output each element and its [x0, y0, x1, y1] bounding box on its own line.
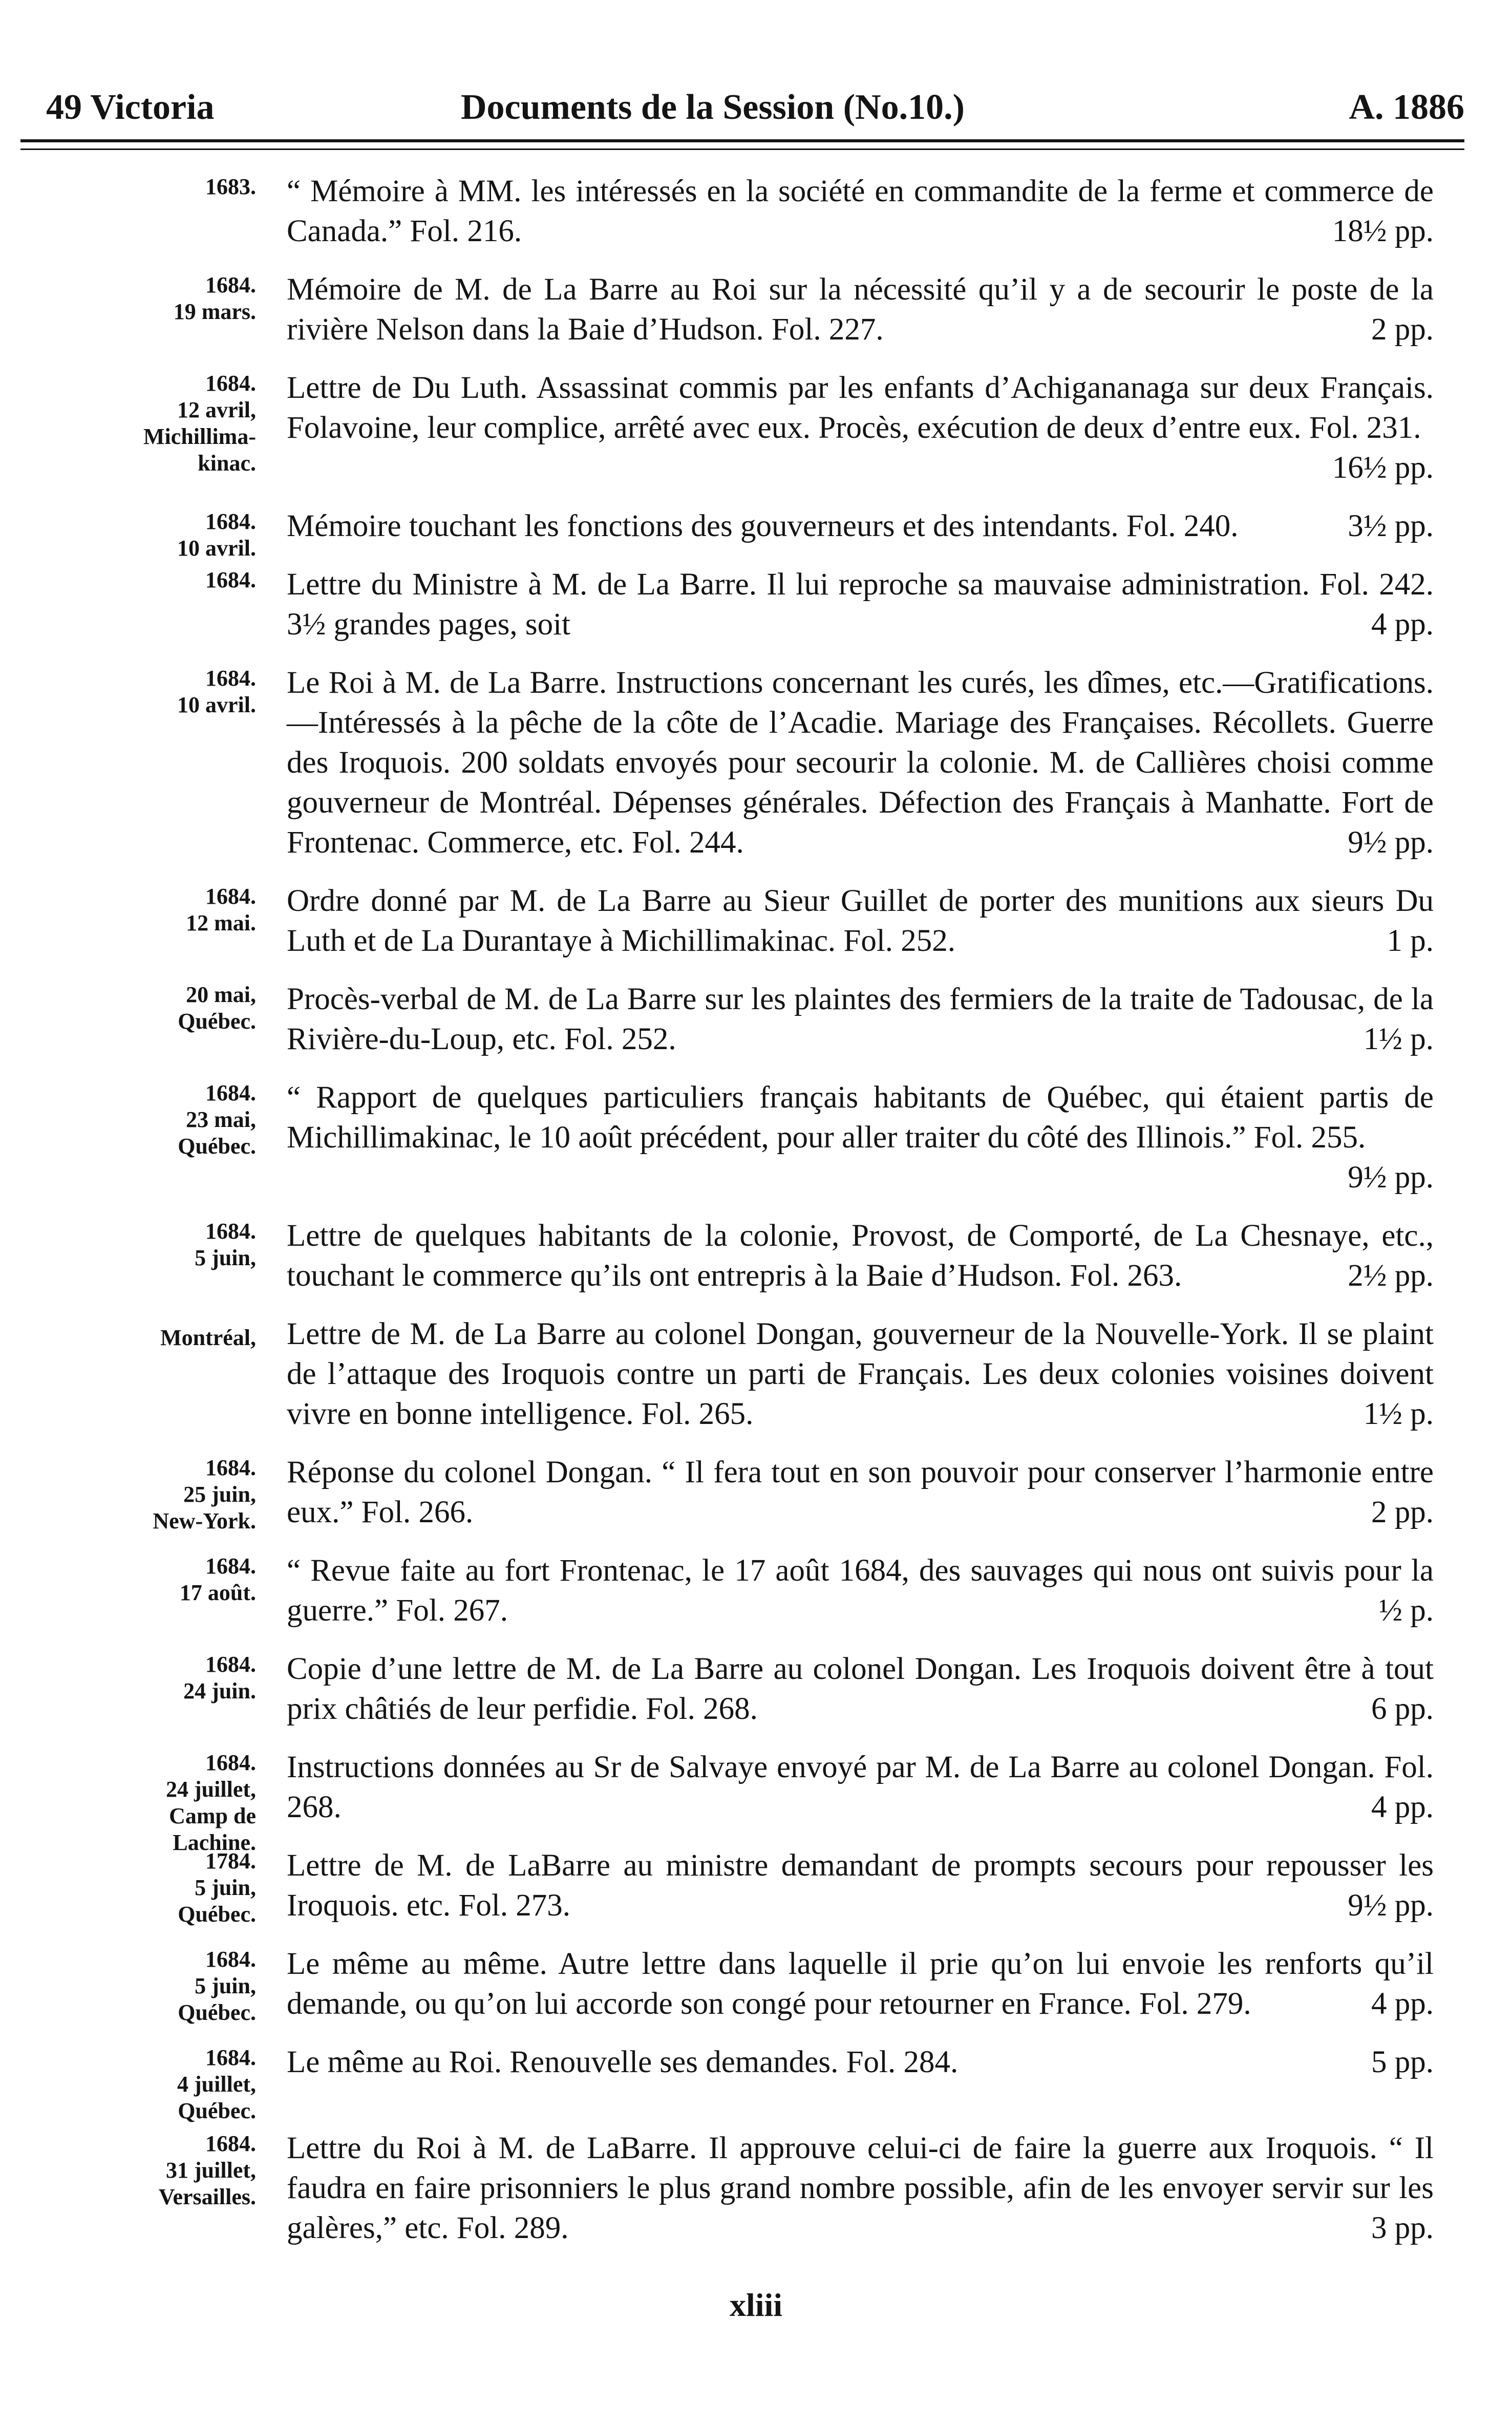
margin-date [31, 174, 256, 200]
margin-line: kinac. [198, 451, 256, 476]
entry-body [287, 270, 1434, 350]
document-entry [31, 1453, 1444, 1532]
margin-line: 12 avril, [177, 397, 256, 422]
margin-line: 19 mars. [173, 299, 256, 324]
entry-body [287, 1551, 1434, 1631]
document-entry [31, 1216, 1444, 1350]
margin-date [31, 272, 256, 325]
margin-line: 12 mai. [186, 910, 256, 935]
margin-line: 1784. [205, 1848, 256, 1873]
entry-text: Lettre de M. de LaBarre au ministre demandant de prompts secours pour repousser les Iroquois. etc. Fol. 273. [287, 1848, 1434, 1923]
entry-pages: 4 pp. [1371, 1987, 1434, 2021]
margin-date [31, 982, 256, 1035]
document-entry [31, 881, 1444, 961]
document-entry [31, 1846, 1444, 1926]
entry-body [287, 1314, 1434, 1434]
document-entry [31, 506, 1444, 561]
entry-text: Mémoire touchant les fonctions des gouverneurs et des intendants. Fol. 240. [287, 509, 1239, 543]
document-entry [31, 1748, 1444, 1855]
margin-date [31, 2131, 256, 2210]
margin-line: 1684. [205, 2131, 256, 2156]
entry-text: Lettre du Ministre à M. de La Barre. Il lui reproche sa mauvaise administration. Fol. 242. 3½ grandes pages, soit [287, 567, 1434, 642]
document-entries [31, 172, 1444, 2267]
entry-text: Le Roi à M. de La Barre. Instructions concernant les curés, les dîmes, etc.—Gratifications.—Intéressés à la pêche de la côte de l’Acadie. Mariage des Françaises. Récollets. Guerre des Iroquois. 200 soldats envoyés pour secourir la colonie. M. de Callières choisi comme gouverneur de Montréal. Dépenses générales. Défection des Français à Manhatte. Fort de Frontenac. Commerce, etc. Fol. 244. [287, 666, 1434, 860]
margin-line: 1684. [205, 567, 256, 592]
running-header [46, 87, 1464, 128]
margin-date [31, 1080, 256, 1160]
header-rule-thick [20, 139, 1464, 142]
entry-text: Le même au même. Autre lettre dans laquelle il prie qu’on lui envoie les renforts qu’il demande, ou qu’on lui accorde son congé pour retourner en France. Fol. 279. [287, 1947, 1434, 2021]
margin-line: Lachine. [173, 1830, 256, 1855]
margin-line: 1684. [205, 2045, 256, 2070]
margin-line: 20 mai, [186, 982, 256, 1007]
entry-text: Lettre de M. de La Barre au colonel Dongan, gouverneur de la Nouvelle-York. Il se plaint de l’attaque des Iroquois contre un parti de Français. Les deux colonies voisines doivent vivre en bonne intelligence. Fol. 265. [287, 1317, 1434, 1431]
margin-date [31, 370, 256, 477]
margin-line: 4 juillet, [177, 2072, 256, 2097]
document-entry [31, 2128, 1444, 2248]
margin-date [31, 665, 256, 718]
entry-pages: 1 p. [1387, 924, 1434, 958]
entry-pages: 16½ pp. [1332, 451, 1434, 485]
entry-text: Procès-verbal de M. de La Barre sur les plaintes des fermiers de la traite de Tadousac, de la Rivière-du-Loup, etc. Fol. 252. [287, 982, 1434, 1056]
entry-body [287, 1846, 1434, 1926]
margin-line: 1684. [205, 272, 256, 297]
document-entry [31, 1649, 1444, 1729]
margin-line: 31 juillet, [166, 2158, 256, 2183]
entry-text: Lettre de quelques habitants de la colonie, Provost, de Comporté, de La Chesnaye, etc., touchant le commerce qu’ils ont entrepris à la Baie d’Hudson. Fol. 263. [287, 1219, 1434, 1293]
entry-text: Lettre de Du Luth. Assassinat commis par les enfants d’Achigananaga sur deux Français. Folavoine, leur complice, arrêté avec eux. Procès, exécution de deux d’entre eux. Fol. 231. [287, 371, 1434, 445]
margin-date [31, 508, 256, 562]
entry-text: Ordre donné par M. de La Barre au Sieur Guillet de porter des munitions aux sieurs Du Luth et de La Durantaye à Michillimakinac. Fol. 252. [287, 884, 1434, 958]
entry-text: “ Revue faite au fort Frontenac, le 17 août 1684, des sauvages qui nous ont suivis pour la guerre.” Fol. 267. [287, 1553, 1434, 1628]
document-entry [31, 270, 1444, 350]
margin-line: 1684. [205, 1080, 256, 1105]
entry-text: Le même au Roi. Renouvelle ses demandes. Fol. 284. [287, 2045, 959, 2079]
entry-body [287, 881, 1434, 961]
margin-line: 1684. [205, 884, 256, 909]
margin-line: Versailles. [158, 2184, 256, 2209]
margin-line: 10 avril. [177, 536, 256, 561]
entry-pages: 9½ pp. [1348, 825, 1434, 860]
margin-date [31, 883, 256, 936]
document-entry [31, 2042, 1444, 2123]
entry-text: Mémoire de M. de La Barre au Roi sur la nécessité qu’il y a de secourir le poste de la rivière Nelson dans la Baie d’Hudson. Fol. 227. [287, 272, 1434, 347]
margin-line: 5 juin, [195, 1875, 256, 1900]
margin-line: Québec. [178, 2000, 256, 2025]
entry-body [287, 565, 1434, 645]
entry-pages: 3 pp. [1371, 2211, 1434, 2245]
entry-body [287, 1216, 1434, 1296]
margin-date [31, 2044, 256, 2124]
entry-body [287, 1748, 1434, 1827]
entry-pages: 2½ pp. [1348, 1259, 1434, 1293]
document-entry [31, 1078, 1444, 1198]
entry-pages: 9½ pp. [1348, 1888, 1434, 1923]
margin-line: 1683. [205, 174, 256, 199]
document-entry [31, 1314, 1444, 1434]
entry-body [287, 1078, 1434, 1198]
margin-line: 1684. [205, 1947, 256, 1972]
entry-text: Instructions données au Sr de Salvaye envoyé par M. de La Barre au colonel Dongan. Fol. 268. [287, 1750, 1434, 1824]
entry-pages: 5 pp. [1371, 2045, 1434, 2079]
entry-text: Copie d’une lettre de M. de La Barre au colonel Dongan. Les Iroquois doivent être à tout prix châtiés de leur perfidie. Fol. 268. [287, 1652, 1434, 1726]
entry-pages: 4 pp. [1371, 607, 1434, 642]
entry-pages: 1½ p. [1363, 1022, 1434, 1056]
margin-line: 1684. [205, 1750, 256, 1775]
entry-pages: 6 pp. [1371, 1692, 1434, 1726]
margin-date [31, 1455, 256, 1535]
document-entry [31, 368, 1444, 488]
entry-pages: 3½ pp. [1348, 509, 1434, 543]
entry-body [287, 506, 1434, 546]
entry-body [287, 368, 1434, 488]
margin-line: 1684. [205, 371, 256, 396]
margin-date [31, 1750, 256, 1856]
margin-line: 17 août. [179, 1580, 256, 1605]
document-entry [31, 1551, 1444, 1631]
entry-text: Réponse du colonel Dongan. “ Il fera tout en son pouvoir pour conserver l’harmonie entre eux.” Fol. 266. [287, 1455, 1434, 1529]
document-entry [31, 663, 1444, 863]
margin-line: 1684. [205, 1652, 256, 1677]
entry-pages: 1½ p. [1363, 1397, 1434, 1431]
entry-body [287, 979, 1434, 1059]
header-rule-thin [20, 148, 1464, 150]
margin-date [31, 1553, 256, 1606]
margin-line: 5 juin, [195, 1245, 256, 1270]
margin-line: 1684. [205, 1219, 256, 1244]
margin-line: Montréal, [160, 1325, 256, 1350]
margin-line: Québec. [178, 1134, 256, 1159]
margin-line [31, 1271, 256, 1298]
margin-line: 25 juin, [183, 1482, 256, 1507]
entry-body [287, 663, 1434, 863]
entry-pages: 18½ pp. [1332, 214, 1434, 248]
margin-line: 1684. [205, 1553, 256, 1579]
entry-pages: 9½ pp. [1348, 1160, 1434, 1195]
header-year: A. 1886 [1349, 88, 1464, 127]
margin-line: 1684. [205, 1455, 256, 1480]
margin-line: Québec. [178, 1902, 256, 1927]
entry-body [287, 1649, 1434, 1729]
entry-body [287, 1453, 1434, 1532]
document-entry [31, 172, 1444, 251]
margin-date [31, 1848, 256, 1928]
header-volume: 49 Victoria [46, 88, 215, 127]
entry-text: “ Mémoire à MM. les intéressés en la société en commandite de la ferme et commerce de Canada.” Fol. 216. [287, 174, 1434, 248]
margin-line: 1684. [205, 509, 256, 534]
margin-line: 10 avril. [177, 692, 256, 717]
entry-text: Lettre du Roi à M. de LaBarre. Il approuve celui-ci de faire la guerre aux Iroquois. “ Il faudra en faire prisonniers le plus grand nombre possible, afin de les envoyer servir sur les galères,” etc. Fol. 289. [287, 2131, 1434, 2245]
margin-line: 24 juillet, [166, 1777, 256, 1802]
entry-pages: ½ p. [1379, 1593, 1434, 1628]
margin-line: Québec. [178, 2098, 256, 2123]
entry-body [287, 172, 1434, 251]
entry-body [287, 1944, 1434, 2024]
margin-line: 24 juin. [183, 1678, 256, 1703]
entry-text: “ Rapport de quelques particuliers français habitants de Québec, qui étaient partis de Michillimakinac, le 10 août précédent, pour aller traiter du côté des Illinois.” Fol. 255. [287, 1080, 1434, 1155]
margin-line: Québec. [178, 1009, 256, 1034]
header-title: Documents de la Session (No.10.) [461, 88, 965, 127]
document-entry [31, 565, 1444, 645]
margin-line: New-York. [153, 1508, 256, 1534]
entry-body [287, 2042, 1434, 2082]
document-entry [31, 979, 1444, 1059]
entry-pages: 2 pp. [1371, 312, 1434, 347]
margin-line: Camp de [169, 1803, 256, 1828]
margin-date [31, 1946, 256, 2026]
entry-pages: 2 pp. [1371, 1495, 1434, 1529]
margin-line: 5 juin, [195, 1973, 256, 1998]
margin-date [31, 567, 256, 593]
entry-pages: 4 pp. [1371, 1790, 1434, 1824]
margin-line: 23 mai, [186, 1107, 256, 1132]
margin-date [31, 1651, 256, 1705]
entry-body [287, 2128, 1434, 2248]
margin-line: Michillima- [143, 424, 256, 449]
margin-line: 1684. [205, 666, 256, 691]
document-entry [31, 1944, 1444, 2024]
page-number: xliii [729, 2287, 783, 2323]
